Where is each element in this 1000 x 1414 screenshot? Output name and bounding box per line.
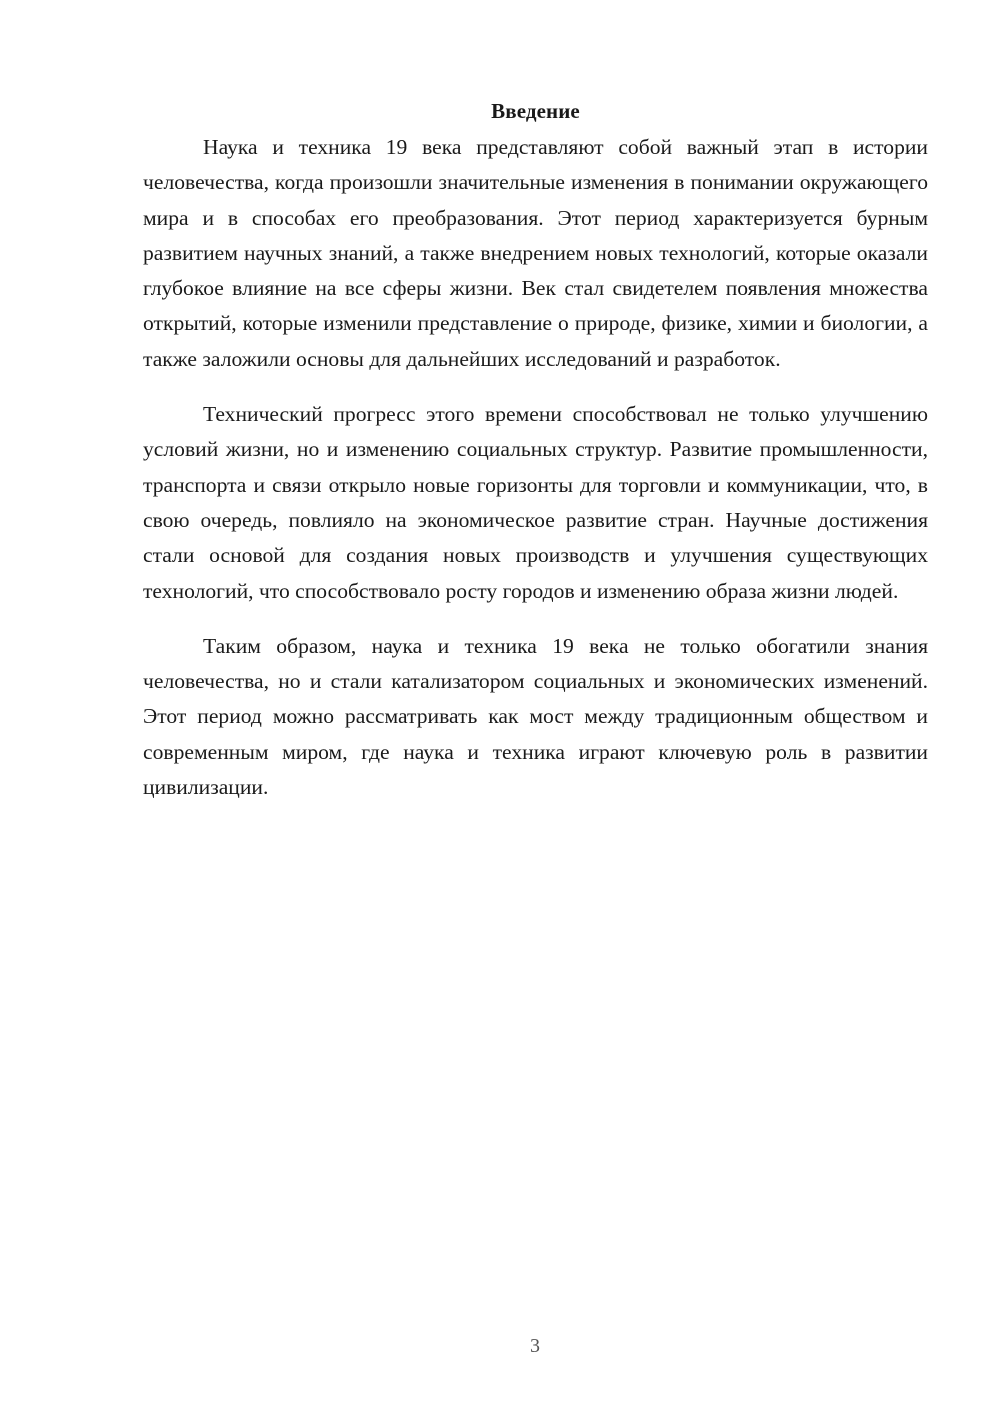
- paragraph-3: Таким образом, наука и техника 19 века не только обогатили знания человечества, но и стали катализатором социальных и экономических изменений. Этот период можно рассматривать как мост между традиционным обществом и современным миром, где наука и техника играют ключевую роль в развитии цивилизации.: [143, 633, 928, 800]
- section-heading: Введение: [491, 99, 580, 123]
- paragraph-1: Наука и техника 19 века представляют собой важный этап в истории человечества, когда произошли значительные изменения в понимании окружающего мира и в способах его преобразования. Этот период характеризуется бурным развитием научных знаний, а также внедрением новых технологий, которые оказали глубокое влияние на все сферы жизни. Век стал свидетелем появления множества открытий, которые изменили представление о природе, физике, химии и биологии, а также заложили основы для дальнейших исследований и разработок.: [143, 135, 928, 371]
- page-content: [143, 96, 928, 805]
- paragraph-2: Технический прогресс этого времени способствовал не только улучшению условий жизни, но и изменению социальных структур. Развитие промышленности, транспорта и связи открыло новые горизонты для торговли и коммуникации, что, в свою очередь, повлияло на экономическое развитие стран. Научные достижения стали основой для создания новых производств и улучшения существующих технологий, что способствовало росту городов и изменению образа жизни людей.: [143, 402, 928, 603]
- page-number: 3: [530, 1335, 540, 1357]
